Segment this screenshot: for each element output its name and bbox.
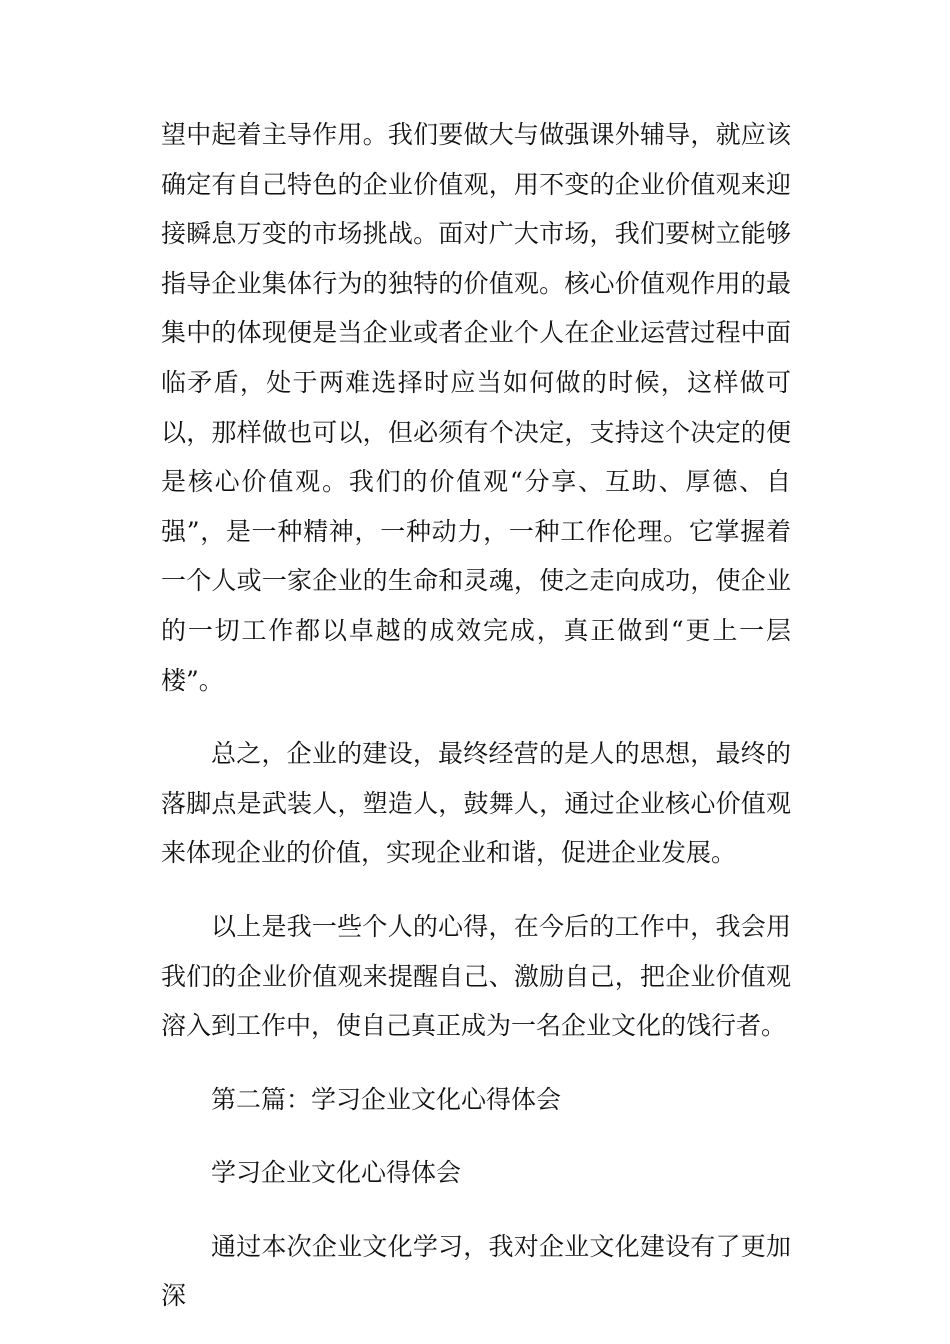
- paragraph-summary: 总之，企业的建设，最终经营的是人的思想，最终的落脚点是武装人，塑造人，鼓舞人，通过企业核心价值观来体现企业的价值，实现企业和谐，促进企业发展。: [161, 739, 791, 868]
- paragraph-intro: 通过本次企业文化学习，我对企业文化建设有了更加深: [161, 1231, 791, 1311]
- article-title: 学习企业文化心得体会: [211, 1158, 462, 1188]
- paragraph-personal-reflection: 以上是我一些个人的心得，在今后的工作中，我会用我们的企业价值观来提醒自己、激励自己，把企业价值观溶入到工作中，使自己真正成为一名企业文化的饯行者。: [161, 911, 791, 1041]
- document-body: [161, 110, 791, 1321]
- section-heading: 第二篇：学习企业文化心得体会: [211, 1084, 562, 1114]
- paragraph-core-values: 望中起着主导作用。我们要做大与做强课外辅导，就应该确定有自己特色的企业价值观，用不变的企业价值观来迎接瞬息万变的市场挑战。面对广大市场，我们要树立能够指导企业集体行为的独特的价值观。核心价值观作用的最集中的体现便是当企业或者企业个人在企业运营过程中面临矛盾，处于两难选择时应当如何做的时候，这样做可以，那样做也可以，但必须有个决定，支持这个决定的便是核心价值观。我们的价值观“分享、互助、厚德、自强”，是一种精神，一种动力，一种工作伦理。它掌握着一个人或一家企业的生命和灵魂，使之走向成功，使企业的一切工作都以卓越的成效完成，真正做到“更上一层楼”。: [161, 120, 791, 695]
